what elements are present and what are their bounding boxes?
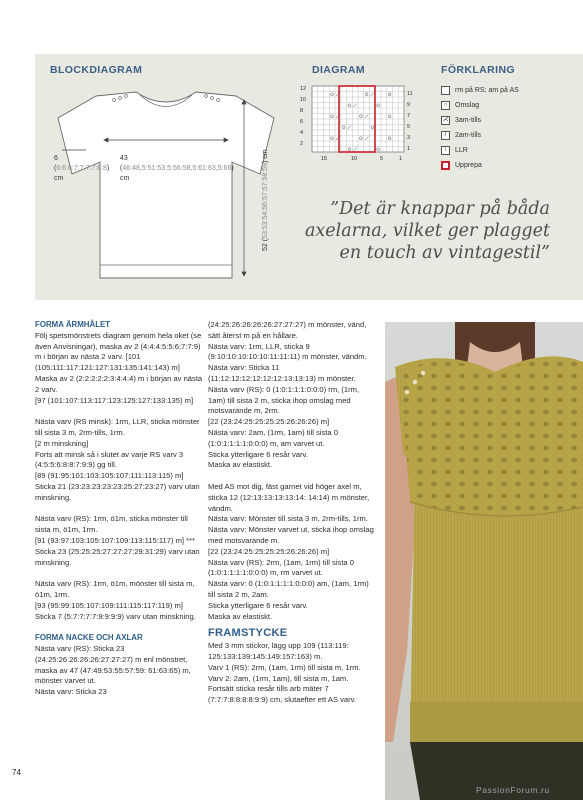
empty-box-icon [441,86,450,95]
triple-slash-box-icon: ⋌ [442,117,449,123]
legend-item-knit: rm på RS; am på AS [441,86,519,95]
ribbed-hem [410,702,583,742]
legend-item-2tog: / 2am-tills [441,131,481,140]
legend-item-yarnover: ○ Omslag [441,101,479,110]
red-box-icon [441,161,450,170]
length-dimension: 52 (53:53:54:56:57:57:58:59) cm [262,149,269,251]
text-column-2: (24:25:26:26:26:26:27:27:27) m mönster, vänd, sätt återst m på en hållare. Nästa varv: 1rm, LLR, sticka 9 (9:10:10:10:10:10:11:11:11) m mönster, vändm. Nästa varv: Sticka 11 (11:12:12:12:12:12:12:13:13:13) m mönster. Nästa varv (RS): 0 (1:0:1:1:1:0:0:0) rm, (1rm, 1am) till sista 2 m, sticka ihop omslag med motsvarande m, 2rm. [22 (23:24:25:25:25:25:26:26:26) m] Nästa varv: 2am, (1rm, 1am) till sista 0 (1:0:1:1:1:1:0:0:0) m, am varvet ut. Sticka ytterligare 6 resår varv. Maska av elastiskt. Med AS mot dig, fäst garnet vid höger axel m, sticka 12 (12:13:13:13:13:14: 14:14) m mönster, vändm. Nästa varv: Mönster till sista 3 m, 2rm-tills, 1rm. Nästa varv: Mönster varvet ut, sticka ihop omslag med motsvarande m. [22 (23:24:25:25:25:25:26:26:26) m] Nästa varv (RS): 2rm, (1am, 1rm) till sista 0 (1:0:1:1:1:1:0:0:0) m, rm varvet ut. Nästa varv: 0 (1:0:1:1:1:1:0:0:0) am, (1am, 1rm) till sista 2 m, 2am. Sticka ytterligare 6 resår varv. Maska av elastiskt. FRAMSTYCKE Med 3 mm stickor, lägg upp 109 (113:119: 125:133:139:145:149:157:163) m. Varv 1 (RS): 2rm, (1am, 1rm) till sista m, 1rm. Varv 2: 2am, (1rm, 1am), till sista m, 1am. Fortsätt sticka resår tills arb mäter 7 (7:7:7:8:8:8:8:9:9) cm, slutaefter ett AS varv. [208,320,376,706]
circle-box-icon: ○ [441,101,450,110]
page-number: 74 [12,768,21,777]
legend-item-llr: \ LLR [441,146,468,155]
section-heading-front: FRAMSTYCKE [208,627,288,640]
diagram-heading: DIAGRAM [312,64,365,76]
chart-col-labels: 15 10 5 1 [321,156,403,162]
blockdiagram-heading: BLOCKDIAGRAM [50,64,143,76]
tshirt-outline [58,92,274,278]
backslash-box-icon: \ [441,146,450,155]
model-photo [385,322,583,800]
text-column-1: FORMA ÄRMHÅLET Följ spetsmönstrets diagram genom hela oket (se även Anvisningar), maska av 2 (4:4:4:5:5:6:7:7:9) m i början av nästa 2 varv. [101 (105:111:117:121:127:131:135:141:143) m] Maska av 2 (2:2:2:2:2:3:4:4:4) m i början av nästa 2 varv. [97 (101:107:113:117:123:125:127:133:135) m] Nästa varv (RS minsk): 1rm, LLR, sticka mönster till sista 3 m, 2rm-tills, 1rm. [2 m minskning] Forts att minsk så i slutet av varje RS varv 3 (4:5:5:6:8:8:7:9:9) gg till. [89 (91:95:101:103:105:107:111:113:115) m] Sticka 21 (23:23:23:23:23:25:27:23:27) varv utan minskning. Nästa varv (RS): 1rm, ö1m, sticka mönster till sista m, ö1m, 1rm. [91 (93:97:103:105:107:109:113:115:117) m] *** Sticka 23 (25:25:25:27:27:27:29:31:29) varv utan minskning. Nästa varv (RS): 1rm, ö1m, mönster till sista m, ö1m, 1rm. [93 (95:99:105:107:109:111:115:117:119) m] Sticka 7 (5:7:7:7:7:9:9:9:9) varv utan minskning. FORMA NACKE OCH AXLAR Nästa varv (RS): Sticka 23 (24:25:26:26:26:26:27:27:27) m enl mönstret, maska av 47 (47:49:53:55:57:59: 61:63:65) m, mönster varvet ut. Nästa varv: Sticka 23 [35,320,203,697]
section-heading-neck: FORMA NACKE OCH AXLAR [35,633,143,643]
slash-box-icon: / [441,131,450,140]
garment-schematic [48,80,288,290]
lace-yoke [400,359,583,516]
watermark: PassionForum.ru [476,785,550,795]
legend-heading: FÖRKLARING [441,64,515,76]
section-heading-armhole: FORMA ÄRMHÅLET [35,320,111,329]
width-dimension: 43 (46:48,5:51:53,5:56:58,5:61:63,5:66) cm [120,155,234,182]
legend-item-3tog: ⋌ 3am-tills [442,117,482,124]
pull-quote: ”Det är knappar på båda axelarna, vilket ger plagget en touch av vintagestil” [304,199,550,263]
sleeve-dimension: 6 (6:6:6:7:7:7:7:8:8) cm [54,155,110,182]
legend-item-repeat: Upprepa [441,161,482,170]
